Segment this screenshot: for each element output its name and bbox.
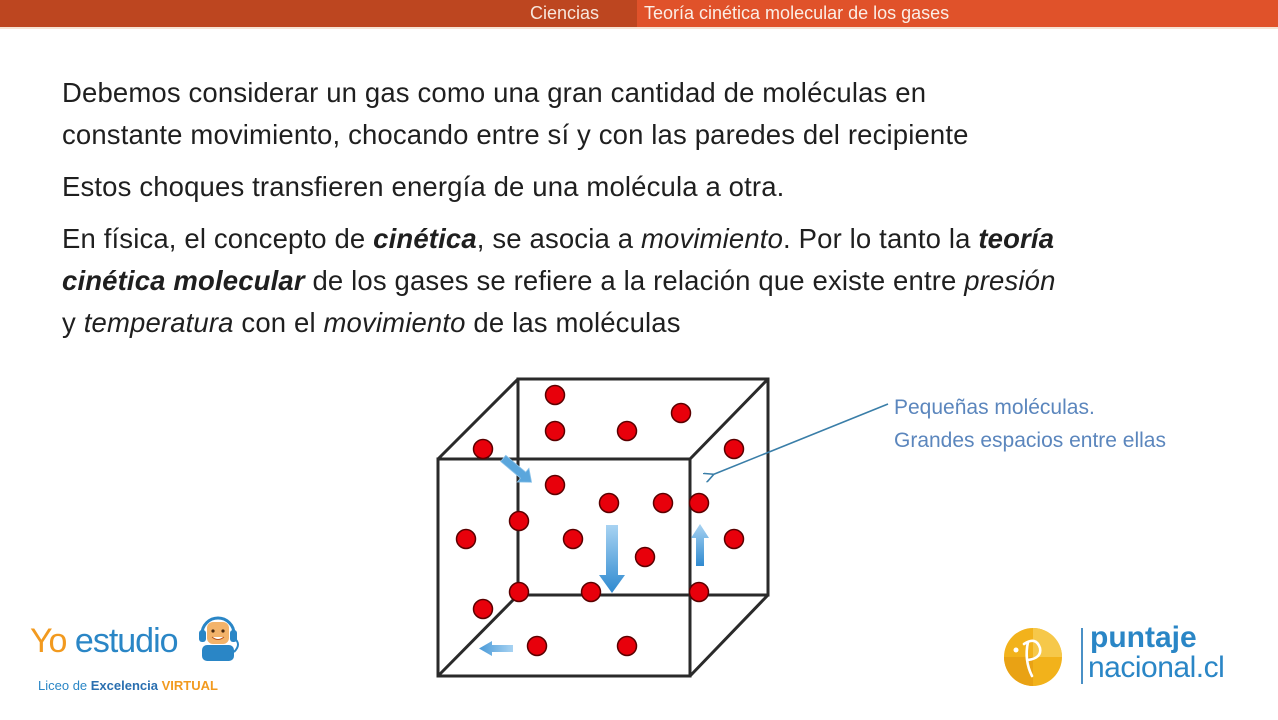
puntaje-nacional-logo: [1000, 622, 1250, 692]
text-segment: de las moléculas: [465, 307, 681, 338]
molecule: [582, 583, 601, 602]
yo-estudio-wordmark: [30, 622, 178, 661]
arrow-down-icon: [599, 525, 625, 593]
text-segment: y: [62, 307, 84, 338]
slide-body-text: [62, 72, 1242, 344]
molecule: [725, 440, 744, 459]
paragraph-1: [62, 72, 1242, 156]
logo-yo: Yo: [30, 622, 67, 660]
molecule: [474, 600, 493, 619]
text-segment: con el: [233, 307, 324, 338]
molecule: [672, 404, 691, 423]
text-segment: En física, el concepto de: [62, 223, 374, 254]
yo-estudio-logo: [28, 612, 248, 697]
emphasis-temperatura: temperatura: [83, 307, 234, 338]
diagram-annotation: [894, 391, 1166, 457]
molecule: [510, 583, 529, 602]
subject-label: Ciencias: [529, 3, 599, 23]
topic-label: Teoría cinética molecular de los gases: [644, 3, 950, 23]
cube-edge: [690, 595, 768, 676]
emphasis-cinetica-molecular: cinética molecular: [62, 265, 305, 296]
puntaje-emblem-icon: [1002, 626, 1064, 688]
logo-tagline: [38, 678, 218, 693]
molecule: [528, 637, 547, 656]
molecule: [546, 476, 565, 495]
annotation-pointer-arrow-icon: [712, 404, 888, 475]
logo-puntaje: puntaje: [1090, 621, 1197, 654]
subject-tab: [0, 0, 637, 27]
molecule: [474, 440, 493, 459]
cube-edges: [438, 379, 768, 676]
tagline-excelencia: Excelencia: [90, 678, 158, 693]
emphasis-teoria: teoría: [978, 223, 1055, 254]
emphasis-cinetica: cinética: [373, 223, 477, 254]
annotation-line-2: Grandes espacios entre ellas: [894, 429, 1166, 452]
molecule: [457, 530, 476, 549]
tagline-virtual: VIRTUAL: [157, 678, 218, 693]
emphasis-movimiento: movimiento: [640, 223, 784, 254]
molecule: [546, 386, 565, 405]
arrow-up-icon: [691, 524, 709, 566]
molecule: [600, 494, 619, 513]
emphasis-presion: presión: [964, 265, 1056, 296]
emphasis-movimiento-2: movimiento: [323, 307, 466, 338]
logo-nacional: nacional.cl: [1088, 651, 1225, 684]
molecule: [725, 530, 744, 549]
molecule: [636, 548, 655, 567]
text-segment: de los gases se refiere a la relación que existe entre: [304, 265, 965, 296]
tagline-prefix: Liceo de: [38, 678, 91, 693]
topic-tab: [637, 0, 1278, 27]
paragraph-1-line-1: Debemos considerar un gas como una gran cantidad de moléculas en: [62, 77, 927, 108]
molecule: [690, 583, 709, 602]
text-segment: . Por lo tanto la: [783, 223, 979, 254]
logo-divider: [1081, 628, 1083, 684]
molecule: [546, 422, 565, 441]
slide-header: [0, 0, 1278, 29]
text-segment: , se asocia a: [476, 223, 641, 254]
paragraph-2: Estos choques transfieren energía de una molécula a otra.: [62, 171, 785, 202]
molecule: [618, 422, 637, 441]
molecule: [510, 512, 529, 531]
logo-estudio: estudio: [74, 622, 178, 660]
student-mascot-icon: [196, 612, 242, 664]
molecule: [564, 530, 583, 549]
arrow-left-icon: [479, 641, 513, 656]
molecule: [690, 494, 709, 513]
molecule: [618, 637, 637, 656]
molecule: [654, 494, 673, 513]
cube-front-face: [438, 459, 690, 676]
paragraph-3: [62, 218, 1242, 344]
annotation-line-1: Pequeñas moléculas.: [894, 396, 1095, 419]
motion-arrows: [479, 452, 709, 656]
paragraph-1-line-2: constante movimiento, chocando entre sí y con las paredes del recipiente: [62, 119, 969, 150]
